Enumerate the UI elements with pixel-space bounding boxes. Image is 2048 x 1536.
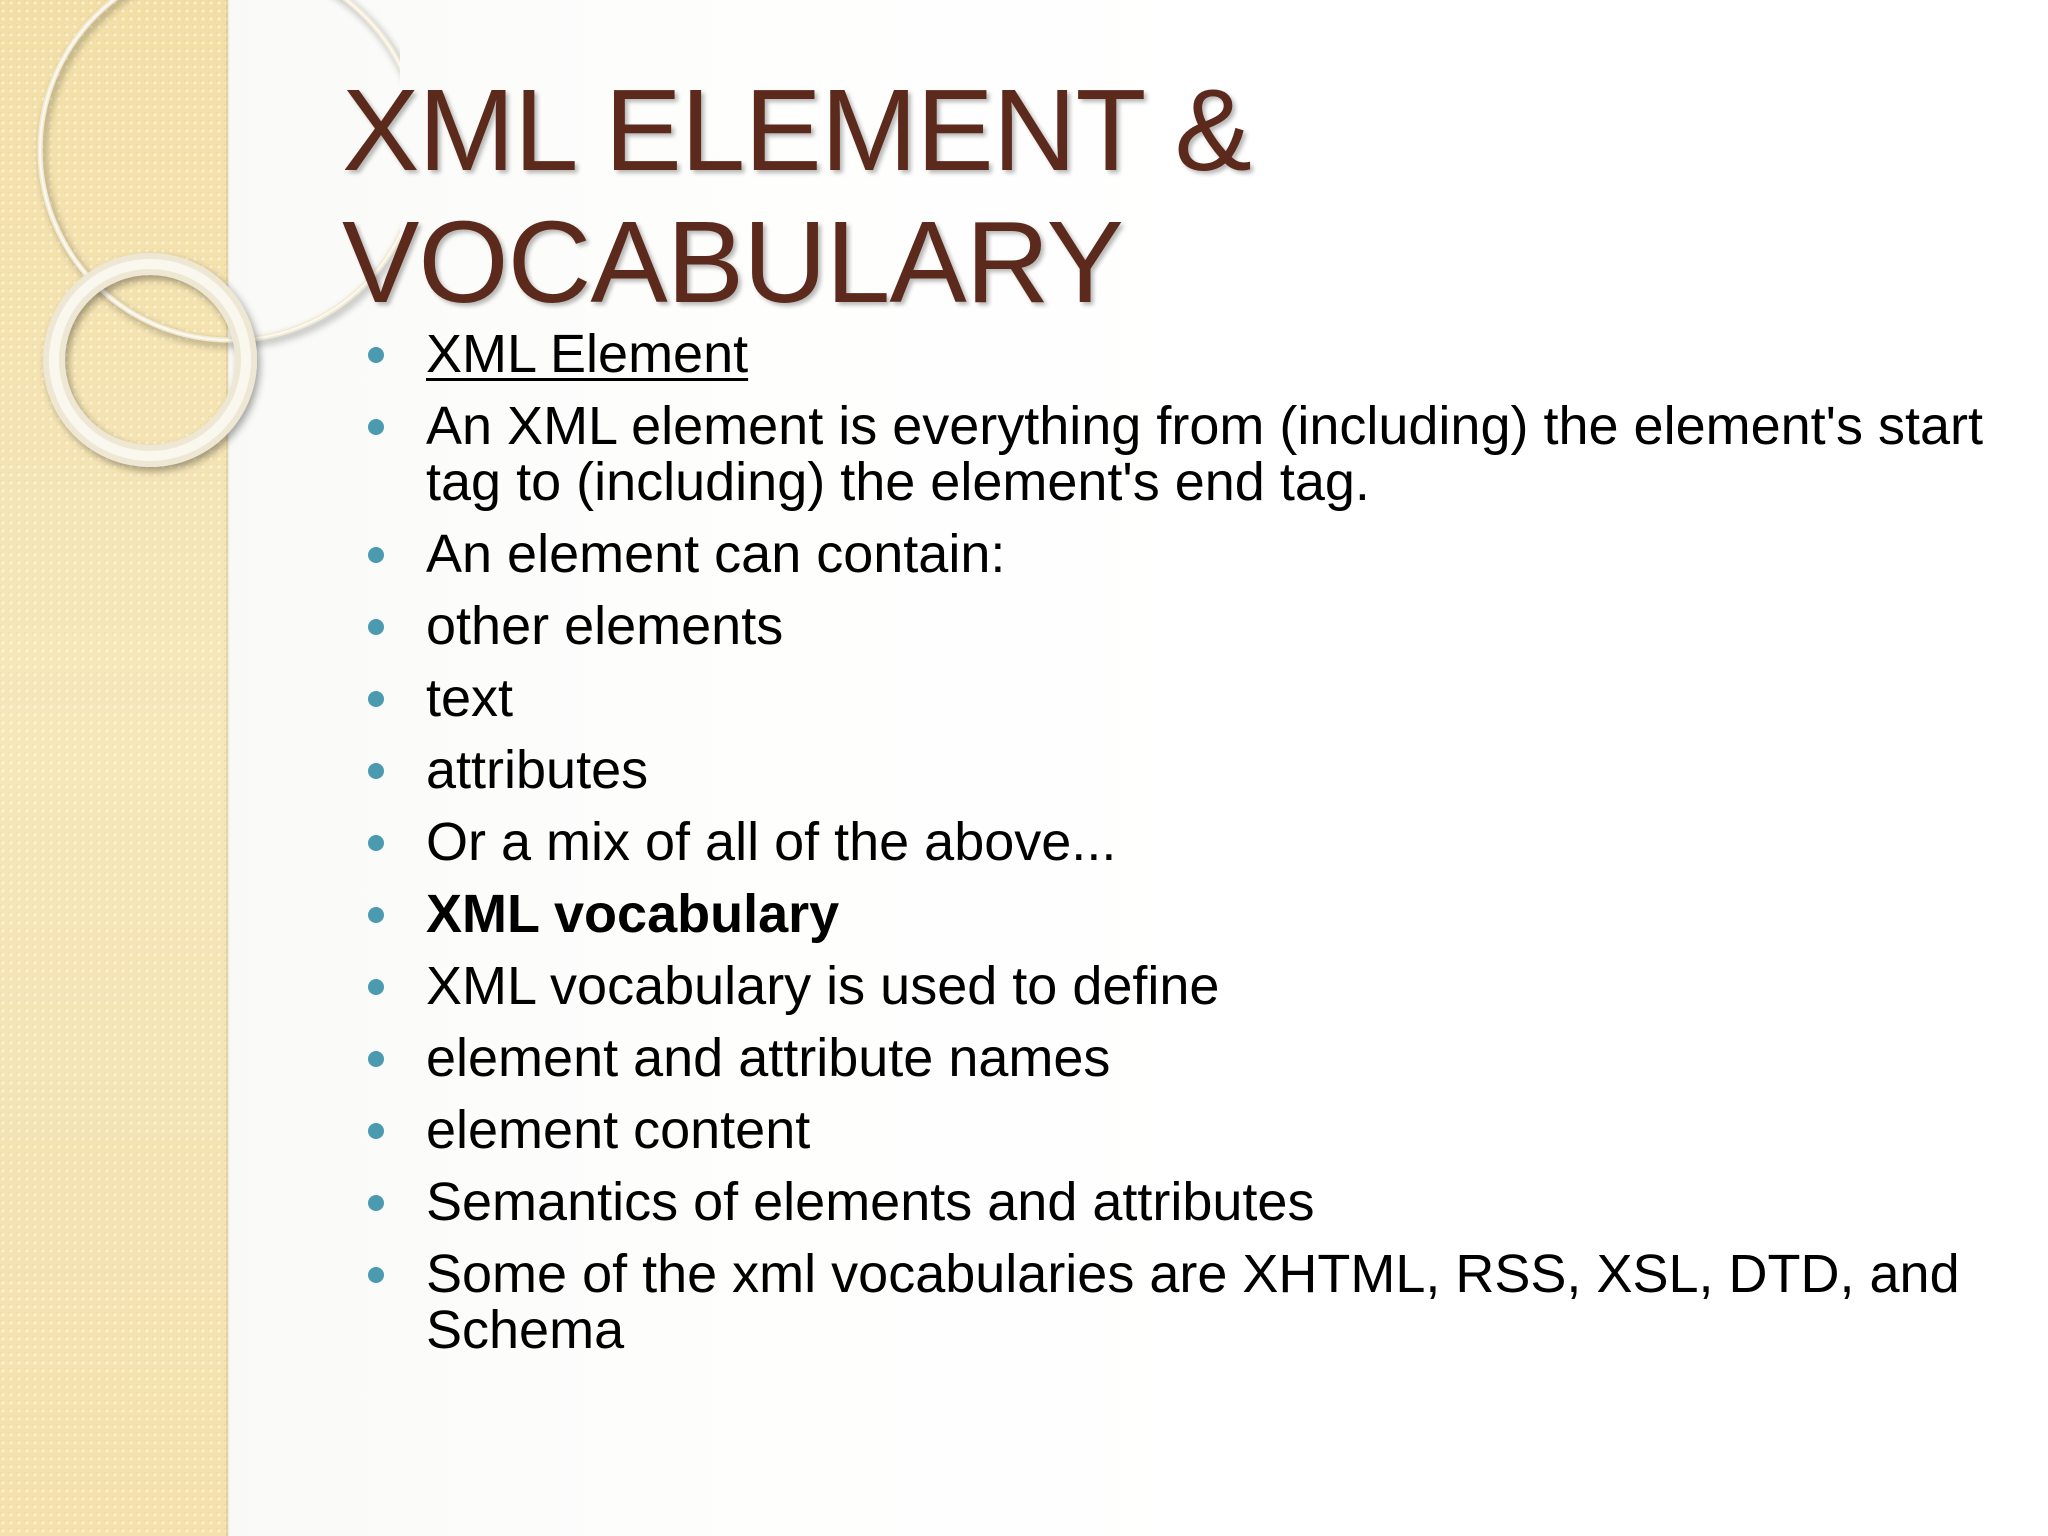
decorative-rings bbox=[0, 0, 400, 520]
list-item-text: Some of the xml vocabularies are XHTML, RSS, XSL, DTD, and Schema bbox=[426, 1244, 1960, 1360]
bullet-dot-icon bbox=[368, 547, 384, 563]
list-item-text: element and attribute names bbox=[426, 1028, 1111, 1088]
list-item bbox=[352, 958, 1992, 1014]
list-item bbox=[352, 326, 1992, 382]
bullet-dot-icon bbox=[368, 907, 384, 923]
bullet-dot-icon bbox=[368, 419, 384, 435]
bullet-dot-icon bbox=[368, 979, 384, 995]
bullet-dot-icon bbox=[368, 691, 384, 707]
bullet-dot-icon bbox=[368, 1123, 384, 1139]
list-item-text: Or a mix of all of the above... bbox=[426, 812, 1117, 872]
list-item-text: XML Element bbox=[426, 324, 749, 384]
list-item-text: Semantics of elements and attributes bbox=[426, 1172, 1315, 1232]
list-item bbox=[352, 1174, 1992, 1230]
list-item-text: An element can contain: bbox=[426, 524, 1006, 584]
list-item bbox=[352, 814, 1992, 870]
list-item bbox=[352, 670, 1992, 726]
bullet-dot-icon bbox=[368, 347, 384, 363]
list-item bbox=[352, 1102, 1992, 1158]
list-item-text: XML vocabulary is used to define bbox=[426, 956, 1220, 1016]
bullet-dot-icon bbox=[368, 1051, 384, 1067]
list-item bbox=[352, 886, 1992, 942]
bullet-dot-icon bbox=[368, 835, 384, 851]
bullet-dot-icon bbox=[368, 1267, 384, 1283]
slide-title bbox=[342, 64, 1251, 328]
list-item bbox=[352, 742, 1992, 798]
list-item-text: text bbox=[426, 668, 514, 728]
list-item bbox=[352, 1030, 1992, 1086]
bullet-dot-icon bbox=[368, 1195, 384, 1211]
list-item-text: XML vocabulary bbox=[426, 884, 840, 944]
bullet-dot-icon bbox=[368, 763, 384, 779]
list-item-text: attributes bbox=[426, 740, 649, 800]
title-line-1: XML ELEMENT & bbox=[342, 65, 1251, 195]
list-item bbox=[352, 398, 1992, 510]
list-item bbox=[352, 598, 1992, 654]
list-item-text: other elements bbox=[426, 596, 784, 656]
list-item-text: element content bbox=[426, 1100, 811, 1160]
bullet-dot-icon bbox=[368, 619, 384, 635]
list-item-text: An XML element is everything from (including) the element's start tag to (including) the element's end tag. bbox=[426, 396, 1983, 512]
list-item bbox=[352, 526, 1992, 582]
title-line-2: VOCABULARY bbox=[342, 197, 1123, 327]
bullet-list bbox=[352, 326, 1992, 1374]
list-item bbox=[352, 1246, 1992, 1358]
